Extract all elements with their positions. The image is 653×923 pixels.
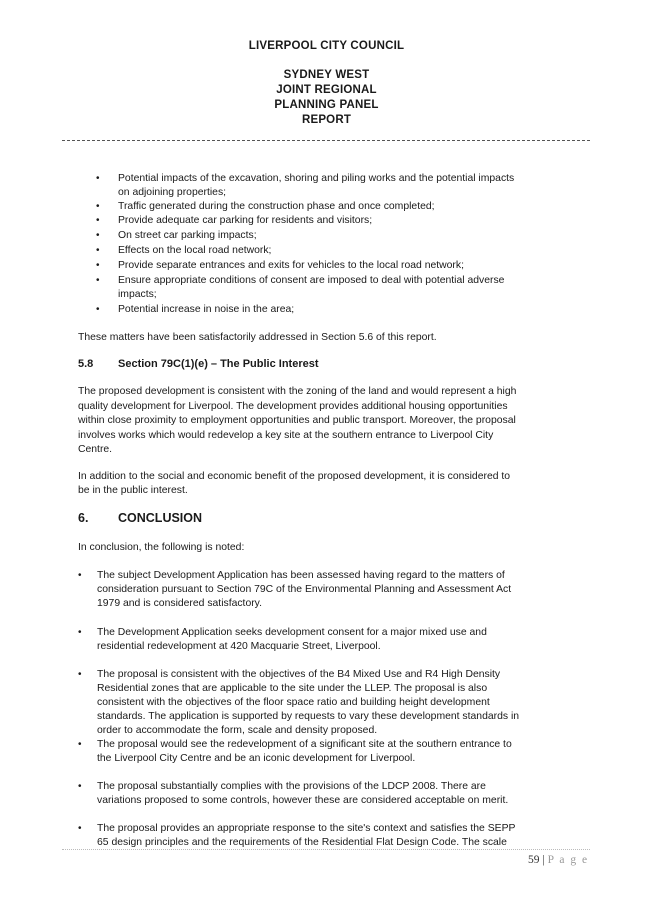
bullet-icon: •: [78, 570, 82, 581]
paragraph-line: In addition to the social and economic benefit of the proposed development, it is considered to: [78, 471, 511, 482]
list-item-line: Residential zones that are applicable to the site under the LLEP. The proposal is also: [97, 683, 488, 694]
page-number-value: 59: [528, 854, 540, 866]
bullet-icon: •: [78, 669, 82, 680]
page-word: P a g e: [547, 854, 589, 866]
conclusion-intro: In conclusion, the following is noted:: [78, 542, 245, 553]
list-item-line: 1979 and is considered satisfactory.: [97, 598, 262, 609]
bullet-icon: •: [78, 823, 82, 834]
list-item-line: residential redevelopment at 420 Macquarie Street, Liverpool.: [97, 641, 381, 652]
list-item-line: Potential increase in noise in the area;: [118, 304, 295, 315]
list-item-line: the Liverpool City Centre and be an iconic development for Liverpool.: [97, 753, 416, 764]
bullet-icon: •: [96, 304, 100, 315]
bullet-icon: •: [96, 245, 100, 256]
bullet-icon: •: [78, 739, 82, 750]
bullet-icon: •: [78, 781, 82, 792]
list-item-line: The proposal provides an appropriate response to the site's context and satisfies the SEPP: [97, 823, 516, 834]
page-number-separator: |: [542, 854, 545, 866]
list-item-line: 65 design principles and the requirements of the Residential Flat Design Code. The scale: [97, 837, 507, 848]
bullet-icon: •: [96, 230, 100, 241]
list-item-line: The proposal substantially complies with the provisions of the LDCP 2008. There are: [97, 781, 486, 792]
bullet-icon: •: [96, 201, 100, 212]
panel-title-line-2: JOINT REGIONAL: [276, 84, 377, 96]
footer-divider: [62, 849, 590, 850]
council-title: LIVERPOOL CITY COUNCIL: [248, 40, 405, 52]
header-divider: [62, 140, 590, 141]
page-number: [528, 854, 589, 866]
list-item-line: Potential impacts of the excavation, shoring and piling works and the potential impacts: [118, 173, 515, 184]
list-item-line: Effects on the local road network;: [118, 245, 272, 256]
list-item-line: Provide separate entrances and exits for vehicles to the local road network;: [118, 260, 464, 271]
list-item-line: consistent with the objectives of the floor space ratio and building height development: [97, 697, 490, 708]
bullet-icon: •: [96, 215, 100, 226]
bullet-icon: •: [78, 627, 82, 638]
list-item-line: impacts;: [118, 289, 157, 300]
bullet-icon: •: [96, 173, 100, 184]
list-item-line: on adjoining properties;: [118, 187, 227, 198]
paragraph-line: Centre.: [78, 444, 113, 455]
list-item-line: The subject Development Application has been assessed having regard to the matters of: [97, 570, 505, 581]
list-item-line: standards. The application is supported by requests to vary these development standards in: [97, 711, 520, 722]
list-item-line: Provide adequate car parking for residents and visitors;: [118, 215, 373, 226]
paragraph-line: within close proximity to employment opportunities and public transport. Moreover, the proposal: [78, 415, 516, 426]
section-heading: Section 79C(1)(e) – The Public Interest: [118, 358, 319, 370]
matters-statement: These matters have been satisfactorily addressed in Section 5.6 of this report.: [78, 332, 437, 343]
bullet-icon: •: [96, 260, 100, 271]
paragraph-line: The proposed development is consistent with the zoning of the land and would represent a high: [78, 386, 517, 397]
list-item-line: variations proposed to some controls, however these are considered acceptable on merit.: [97, 795, 509, 806]
list-item-line: Ensure appropriate conditions of consent are imposed to deal with potential adverse: [118, 275, 505, 286]
list-item-line: The proposal is consistent with the objectives of the B4 Mixed Use and R4 High Density: [97, 669, 501, 680]
list-item-line: The Development Application seeks development consent for a major mixed use and: [97, 627, 487, 638]
list-item-line: The proposal would see the redevelopment of a significant site at the southern entrance to: [97, 739, 512, 750]
section-heading: CONCLUSION: [118, 511, 203, 525]
paragraph-line: be in the public interest.: [78, 485, 188, 496]
list-item-line: On street car parking impacts;: [118, 230, 257, 241]
list-item-line: order to accommodate the form, scale and density proposed.: [97, 725, 378, 736]
paragraph-line: involves works which would redevelop a key site at the southern entrance to Liverpool City: [78, 430, 494, 441]
bullet-icon: •: [96, 275, 100, 286]
panel-title-line-1: SYDNEY WEST: [283, 69, 370, 81]
panel-title-line-3: PLANNING PANEL: [274, 99, 379, 111]
list-item-line: consideration pursuant to Section 79C of the Environmental Planning and Assessment Act: [97, 584, 512, 595]
list-item-line: Traffic generated during the construction phase and once completed;: [118, 201, 435, 212]
paragraph-line: quality development for Liverpool. The development provides additional housing opportunities: [78, 401, 508, 412]
panel-title-line-4: REPORT: [301, 114, 352, 126]
section-number: 6.: [78, 511, 89, 525]
section-number: 5.8: [78, 358, 94, 370]
